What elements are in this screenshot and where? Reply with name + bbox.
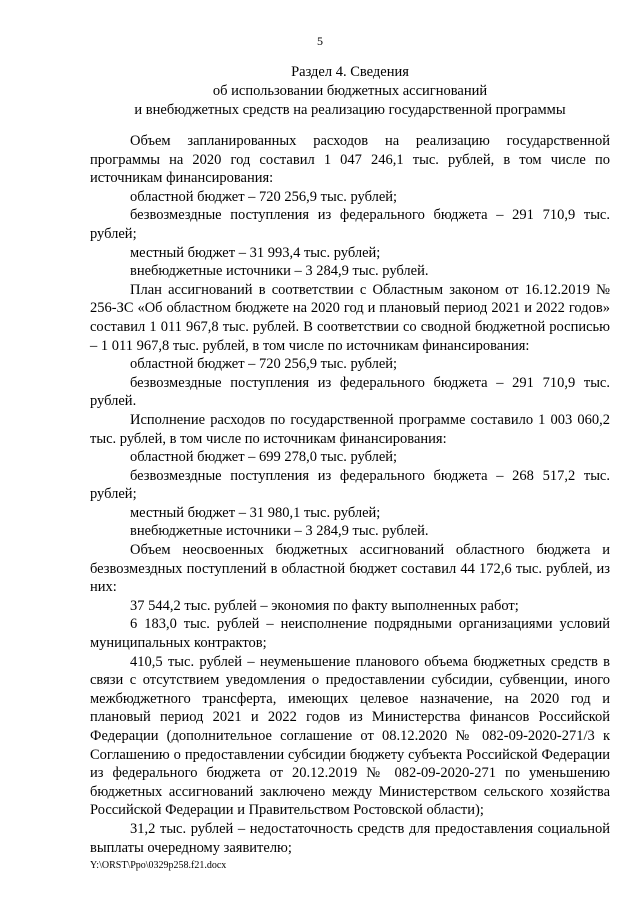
section-title-line-2: об использовании бюджетных ассигнований [212, 83, 488, 99]
list-item-local-budget: местный бюджет – 31 993,4 тыс. рублей; [130, 244, 381, 261]
list-item-savings: 37 544,2 тыс. рублей – экономия по факту выполненных работ; [130, 597, 519, 614]
section-title [60, 63, 640, 120]
list-item-federal-transfers: безвозмездные поступления из федерального бюджета – 268 517,2 тыс. рублей; [90, 467, 610, 503]
document-body [90, 132, 610, 857]
list-item-insufficient-funds: 31,2 тыс. рублей – недостаточность средств для предоставления социальной выплаты очередному заявителю; [90, 820, 610, 856]
paragraph-planned-expenses: Объем запланированных расходов на реализацию государственной программы на 2020 год составил 1 047 246,1 тыс. рублей, в том числе по источникам финансирования: [90, 133, 610, 187]
list-item-local-budget: местный бюджет – 31 980,1 тыс. рублей; [130, 504, 381, 521]
section-title-line-3: и внебюджетных средств на реализацию государственной программы [134, 102, 566, 118]
list-item-extrabudgetary: внебюджетные источники – 3 284,9 тыс. рублей. [130, 263, 429, 280]
list-item-federal-transfers: безвозмездные поступления из федерального бюджета – 291 710,9 тыс. рублей; [90, 207, 610, 242]
paragraph-unspent: Объем неосвоенных бюджетных ассигнований областного бюджета и безвозмездных поступлений в областной бюджет составил 44 172,6 тыс. рублей, из них: [90, 542, 610, 596]
list-item-regional-budget: областной бюджет – 720 256,9 тыс. рублей; [130, 356, 398, 373]
file-path-footer: Y:\ORST\Ppo\0329p258.f21.docx [90, 860, 227, 871]
list-item-regional-budget: областной бюджет – 720 256,9 тыс. рублей; [130, 188, 398, 205]
page-number: 5 [317, 34, 323, 48]
section-title-line-1: Раздел 4. Сведения [291, 64, 409, 80]
paragraph-execution: Исполнение расходов по государственной программе составило 1 003 060,2 тыс. рублей, в том числе по источникам финансирования: [90, 411, 610, 447]
list-item-non-reduction: 410,5 тыс. рублей – неуменьшение планового объема бюджетных средств в связи с отсутствием уведомления о предоставлении субсидии, субвенции, иного межбюджетного трансферта, имеющих целевое назначение, на 2020 год и плановый период 2021 и 2022 годов из Министерства финансов Российской Федерации (дополнительное соглашение от 08.12.2020 № 082-09-2020-271/3 к Соглашению о предоставлении субсидии бюджету субъекта Российской Федерации из федерального бюджета от 20.12.2019 № 082-09-2020-271 по уменьшению бюджетных ассигнований заключено между Министерством сельского хозяйства Российской Федерации и Правительством Ростовской области); [90, 653, 610, 819]
list-item-regional-budget: областной бюджет – 699 278,0 тыс. рублей; [130, 449, 398, 466]
list-item-nonfulfillment: 6 183,0 тыс. рублей – неисполнение подрядными организациями условий муниципальных контрактов; [90, 616, 610, 652]
paragraph-allocation-plan: План ассигнований в соответствии с Областным законом от 16.12.2019 № 256-ЗС «Об областном бюджете на 2020 год и плановый период 2021 и 2022 годов» составил 1 011 967,8 тыс. рублей. В соответствии со сводной бюджетной росписью – 1 011 967,8 тыс. рублей, в том числе по источникам финансирования: [90, 281, 610, 354]
list-item-federal-transfers: безвозмездные поступления из федерального бюджета – 291 710,9 тыс. рублей. [90, 374, 610, 410]
list-item-extrabudgetary: внебюджетные источники – 3 284,9 тыс. рублей. [130, 523, 429, 540]
